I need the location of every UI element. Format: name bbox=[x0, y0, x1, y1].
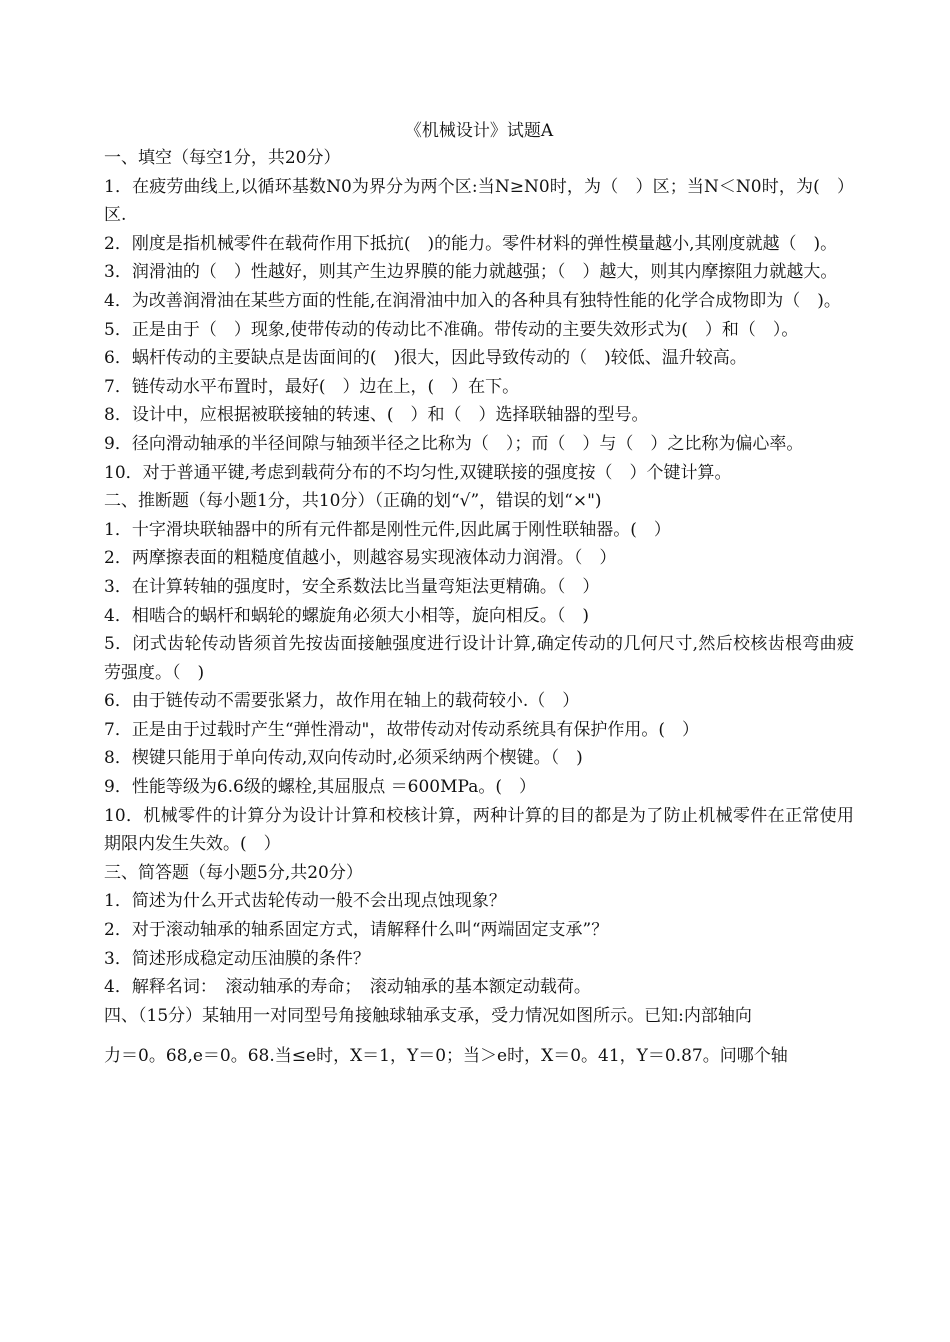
section-4-line-2: 力＝0。68,e＝0。68.当≤e时，X＝1，Y＝0；当＞e时，X＝0。41，Y＝0.87。问哪个轴 bbox=[104, 1046, 788, 1067]
fill-blank-question-4: 4．为改善润滑油在某些方面的性能,在润滑油中加入的各种具有独特性能的化学合成物即为（ )。 bbox=[104, 290, 841, 311]
fill-blank-question-7: 7．链传动水平布置时，最好( ）边在上，( ）在下。 bbox=[104, 376, 520, 397]
fill-blank-question-1: 1．在疲劳曲线上,以循环基数N0为界分为两个区:当N≥N0时，为（ ）区；当N＜N0时，为( ）区. bbox=[104, 176, 854, 226]
fill-blank-question-8: 8．设计中，应根据被联接轴的转速、( ）和（ ）选择联轴器的型号。 bbox=[104, 405, 649, 426]
section-3-heading: 三、简答题（每小题5分,共20分） bbox=[104, 862, 363, 883]
judgment-question-4: 4．相啮合的蜗杆和蜗轮的螺旋角必须大小相等，旋向相反。（ ) bbox=[104, 605, 589, 626]
short-answer-question-2: 2．对于滚动轴承的轴系固定方式，请解释什么叫“两端固定支承”？ bbox=[104, 920, 609, 941]
judgment-question-10: 10．机械零件的计算分为设计计算和校核计算，两种计算的目的都是为了防止机械零件在正常使用期限内发生失效。( ） bbox=[104, 805, 854, 855]
fill-blank-question-3: 3．润滑油的（ ）性越好，则其产生边界膜的能力就越强；（ ）越大，则其内摩擦阻力就越大。 bbox=[104, 262, 838, 283]
judgment-question-3: 3．在计算转轴的强度时，安全系数法比当量弯矩法更精确。（ ） bbox=[104, 576, 600, 597]
fill-blank-question-9: 9．径向滑动轴承的半径间隙与轴颈半径之比称为（ ）；而（ ）与（ ）之比称为偏心率。 bbox=[104, 433, 804, 454]
judgment-question-2: 2．两摩擦表面的粗糙度值越小，则越容易实现液体动力润滑。（ ） bbox=[104, 548, 617, 569]
judgment-question-1: 1．十字滑块联轴器中的所有元件都是刚性元件,因此属于刚性联轴器。( ） bbox=[104, 519, 671, 540]
short-answer-question-1: 1．简述为什么开式齿轮传动一般不会出现点蚀现象？ bbox=[104, 891, 506, 912]
fill-blank-question-2: 2．刚度是指机械零件在载荷作用下抵抗( )的能力。零件材料的弹性模量越小,其刚度就越（ )。 bbox=[104, 233, 838, 254]
fill-blank-question-10: 10．对于普通平键,考虑到载荷分布的不均匀性,双键联接的强度按（ ）个键计算。 bbox=[104, 462, 732, 483]
exam-page bbox=[104, 118, 854, 1071]
section-4-line-1: 四、（15分）某轴用一对同型号角接触球轴承支承，受力情况如图所示。已知:内部轴向 bbox=[104, 1005, 752, 1026]
judgment-question-6: 6．由于链传动不需要张紧力，故作用在轴上的载荷较小.（ ） bbox=[104, 691, 580, 712]
short-answer-question-3: 3．简述形成稳定动压油膜的条件？ bbox=[104, 948, 370, 969]
short-answer-question-4: 4．解释名词： 滚动轴承的寿命； 滚动轴承的基本额定动载荷。 bbox=[104, 977, 591, 998]
judgment-question-5: 5．闭式齿轮传动皆须首先按齿面接触强度进行设计计算,确定传动的几何尺寸,然后校核齿根弯曲疲劳强度。（ ) bbox=[104, 634, 854, 683]
judgment-question-9: 9．性能等级为6.6级的螺栓,其屈服点 ＝600MPa。( ） bbox=[104, 777, 536, 798]
fill-blank-question-5: 5．正是由于（ ）现象,使带传动的传动比不准确。带传动的主要失效形式为( ）和（ ）。 bbox=[104, 319, 799, 340]
judgment-question-8: 8．楔键只能用于单向传动,双向传动时,必须采纳两个楔键。（ ) bbox=[104, 748, 583, 769]
fill-blank-question-6: 6．蜗杆传动的主要缺点是齿面间的( )很大，因此导致传动的（ )较低、温升较高。 bbox=[104, 348, 747, 369]
exam-title: 《机械设计》试题A bbox=[404, 121, 554, 141]
section-1-heading: 一、填空（每空1分，共20分） bbox=[104, 148, 341, 168]
judgment-question-7: 7．正是由于过载时产生“弹性滑动"，故带传动对传动系统具有保护作用。( ） bbox=[104, 719, 699, 740]
section-2-heading: 二、推断题（每小题1分，共10分）（正确的划“√”，错误的划“×") bbox=[104, 491, 602, 512]
